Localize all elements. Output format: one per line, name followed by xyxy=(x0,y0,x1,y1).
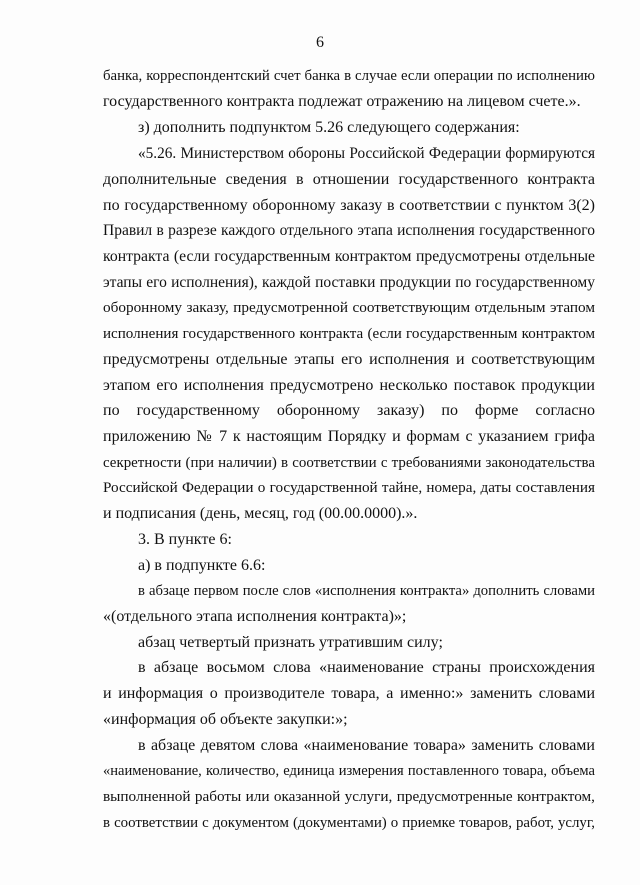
text-line: предусмотрены отдельные этапы его исполнения и соответствующим xyxy=(103,351,595,368)
text-line: Российской Федерации о государственной тайне, номера, даты составления xyxy=(103,479,595,496)
text-line: и информация о производителе товара, а именно:» заменить словами xyxy=(103,685,595,702)
text-line: государственного контракта подлежат отражению на лицевом счете.». xyxy=(103,93,581,110)
text-line: приложению № 7 к настоящим Порядку и формам с указанием грифа xyxy=(103,428,595,445)
text-line: контракта (если государственным контрактом предусмотрены отдельные xyxy=(103,248,595,265)
text-line: абзац четвертый признать утратившим силу; xyxy=(138,634,443,651)
text-line: в абзаце первом после слов «исполнения контракта» дополнить словами xyxy=(138,583,595,599)
text-line: этапы его исполнения), каждой поставки продукции по государственному xyxy=(103,274,595,291)
text-line: в абзаце девятом слова «наименование товара» заменить словами xyxy=(138,737,595,754)
text-line: «информация об объекте закупки:»; xyxy=(103,711,348,728)
text-line: 3. В пункте 6: xyxy=(138,531,232,548)
text-line: дополнительные сведения в отношении государственного контракта xyxy=(103,171,595,188)
text-line: в абзаце восьмом слова «наименование страны происхождения xyxy=(138,659,595,676)
text-line: з) дополнить подпунктом 5.26 следующего содержания: xyxy=(138,119,520,136)
text-line: Правил в разрезе каждого отдельного этапа исполнения государственного xyxy=(103,222,595,239)
text-line: и подписания (день, месяц, год (00.00.0000).». xyxy=(103,505,418,522)
text-line: по государственному оборонному заказу) по форме согласно xyxy=(103,402,595,419)
text-line: «наименование, количество, единица измерения поставленного товара, объема xyxy=(103,763,595,779)
page-number: 6 xyxy=(316,34,324,51)
text-line: «(отдельного этапа исполнения контракта)»; xyxy=(103,608,407,625)
text-line: в соответствии с документом (документами) о приемке товаров, работ, услуг, xyxy=(103,815,595,831)
text-line: этапом его исполнения предусмотрено несколько поставок продукции xyxy=(103,377,595,394)
text-line: а) в подпункте 6.6: xyxy=(138,557,266,574)
text-line: по государственному оборонному заказу в соответствии с пунктом 3(2) xyxy=(103,197,595,214)
text-line: исполнения государственного контракта (если государственным контрактом xyxy=(103,326,595,342)
text-line: банка, корреспондентский счет банка в случае если операции по исполнению xyxy=(103,68,595,84)
text-line: «5.26. Министерством обороны Российской Федерации формируются xyxy=(138,145,595,162)
text-line: оборонному заказу, предусмотренной соответствующим отдельным этапом xyxy=(103,299,595,316)
text-line: выполненной работы или оказанной услуги, предусмотренные контрактом, xyxy=(103,788,595,805)
text-line: секретности (при наличии) в соответствии с требованиями законодательства xyxy=(103,455,595,471)
